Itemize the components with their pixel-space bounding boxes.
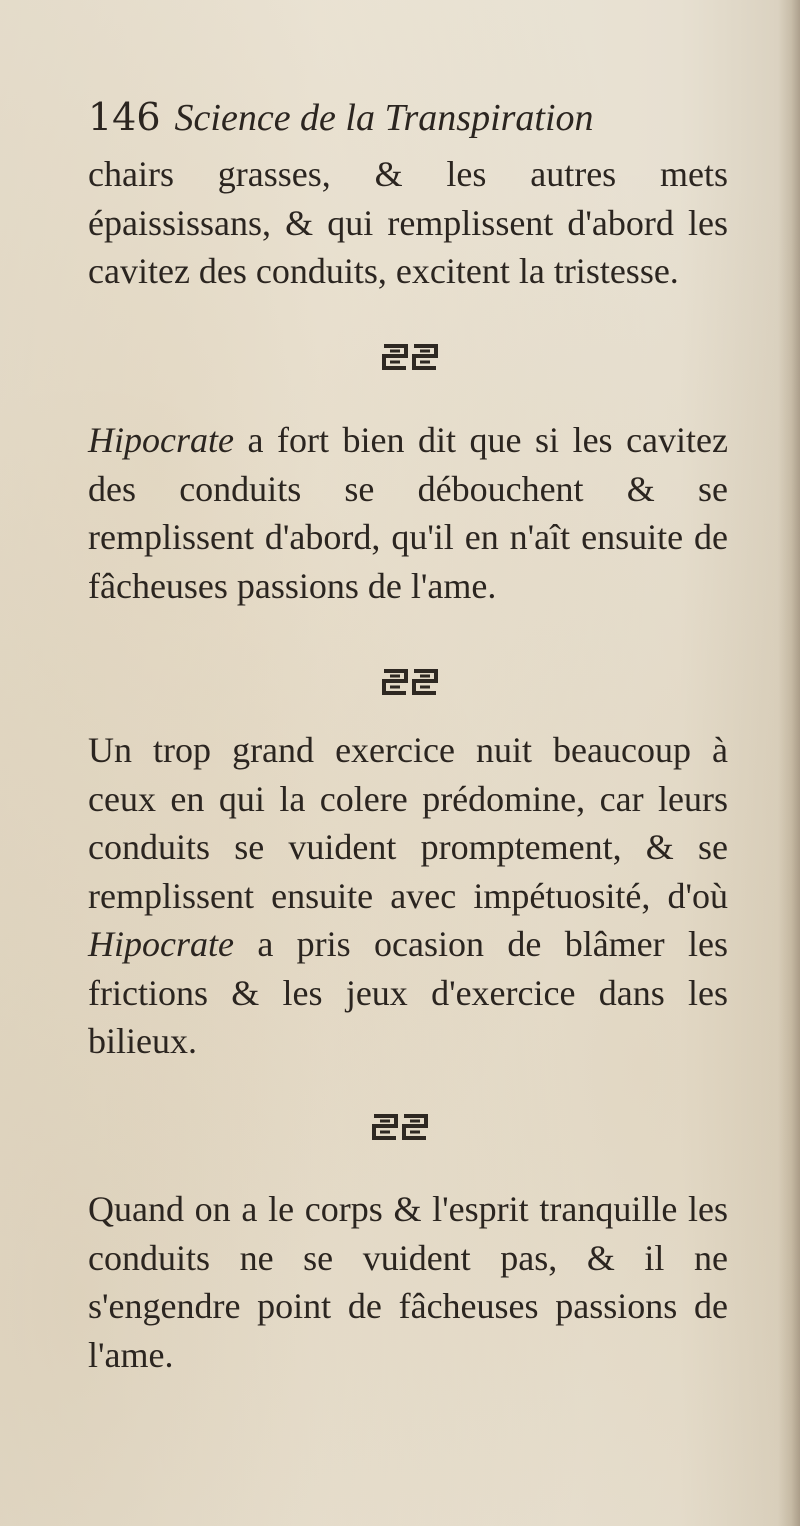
running-title: Science de la Transpiration: [174, 97, 594, 139]
ornament-icon: [380, 665, 440, 699]
ornament-icon: [380, 340, 440, 374]
page-number: 146: [88, 95, 161, 139]
ornament-icon: [370, 1110, 430, 1144]
paragraph-text: Un trop grand exercice nuit beaucoup à ceux en qui la colere prédomine, car leurs conduits se vuident promptement, & se remplissent ensuite avec impétuosité, d'où: [88, 730, 728, 916]
running-header: [88, 92, 728, 142]
paragraph-2: [88, 416, 728, 610]
italic-name: Hipocrate: [88, 420, 234, 460]
page-gutter-shadow: [778, 0, 800, 1526]
paragraph-text: a fort bien dit que si les cavitez des conduits se débouchent & se remplissent d'abord, qu'il en n'aît ensuite de fâcheuses passions de l'ame.: [88, 420, 728, 606]
paragraph-text: Quand on a le corps & l'esprit tranquille les conduits ne se vuident pas, & il ne s'engendre point de fâcheuses passions de l'ame.: [88, 1189, 728, 1375]
paragraph-4: [88, 1185, 728, 1379]
paragraph-3: [88, 726, 728, 1066]
italic-name: Hipocrate: [88, 924, 234, 964]
paragraph-text: a pris ocasion de blâmer les frictions & les jeux d'exercice dans les bilieux.: [88, 924, 728, 1061]
paragraph-text: chairs grasses, & les autres mets épaississans, & qui remplissent d'abord les cavitez des conduits, excitent la tristesse.: [88, 154, 728, 291]
paragraph-1: [88, 150, 728, 296]
